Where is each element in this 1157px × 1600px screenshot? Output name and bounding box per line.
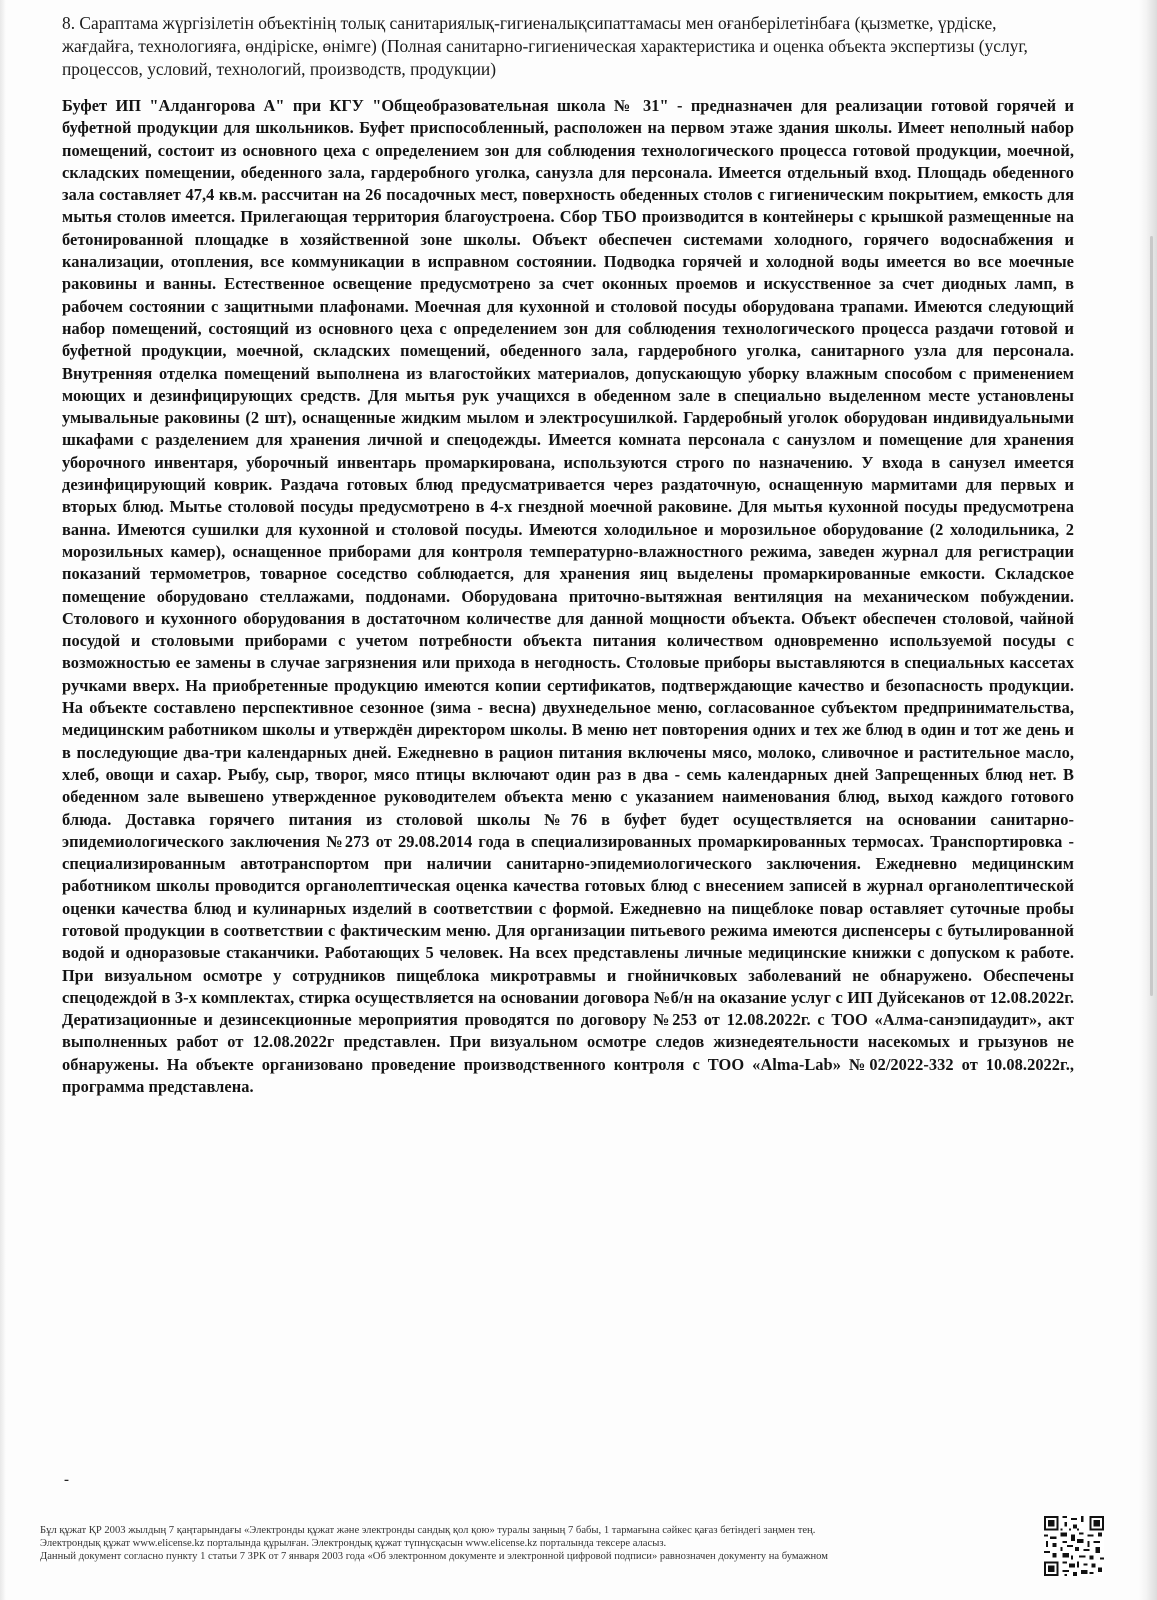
footer-line-kz-1: Бұл құжат ҚР 2003 жылдың 7 қаңтарындағы «Электронды құжат және электронды сандық қол қою» туралы заңның 7 бабы, 1 тармағына сәйкес қағаз бетіндегі заңмен тең. xyxy=(40,1525,816,1536)
trailing-dash: - xyxy=(64,1472,69,1488)
section-header: 8. Сараптама жүргізілетін объектінің толық санитариялық-гигиеналықсипаттамасы мен оғанберілетінбаға (қызметке, үрдіске, жағдайға, технологияға, өндіріске, өнімге) (Полная санитарно-гигиеническая характеристика и оценка объекта экспертизы (услуг, процессов, условий, технологий, производств, продукции) xyxy=(62,13,1028,79)
body-paragraph: Буфет ИП "Алдангорова А" при КГУ "Общеобразовательная школа № 31" - предназначен для реализации готовой горячей и буфетной продукции для школьников. Буфет приспособленный, расположен на первом этаже здания школы. Имеет неполный набор помещений, состоит из основного цеха с определением зон для соблюдения технологического процесса готовой продукции, моечной, складских помещении, обеденного зала, гардеробного уголка, санузла для персонала. Имеется отдельный вход. Площадь обеденного зала составляет 47,4 кв.м. рассчитан на 26 посадочных мест, поверхность обеденных столов с гигиеническим покрытием, емкость для мытья столов имеется. Прилегающая территория благоустроена. Сбор ТБО производится в контейнеры с крышкой размещенные на бетонированной площадке в хозяйственной зоне школы. Объект обеспечен системами холодного, горячего водоснабжения и канализации, отопления, все коммуникации в исправном состоянии. Подводка горячей и холодной воды имеется во все моечные раковины и ванны. Естественное освещение предусмотрено за счет оконных проемов и искусственное за счет диодных ламп, в рабочем состоянии с защитными плафонами. Моечная для кухонной и столовой посуды оборудована трапами. Имеются следующий набор помещений, состоящий из основного цеха с определением зон для соблюдения технологического процесса раздачи готовой и буфетной продукции, моечной, складских помещений, обеденного зала, гардеробного уголка, санитарного узла для персонала. Внутренняя отделка помещений выполнена из влагостойких материалов, допускающую уборку влажным способом с применением моющих и дезинфицирующих средств. Для мытья рук учащихся в обеденном зале в специально выделенном месте установлены умывальные раковины (2 шт), оснащенные жидким мылом и электросушилкой. Гардеробный уголок оборудован индивидуальными шкафами с разделением для хранения личной и спецодежды. Имеется комната персонала с санузлом и помещение для хранения уборочного инвентаря, уборочный инвентарь промаркирована, используются строго по назначению. У входа в санузел имеется дезинфицирующий коврик. Раздача готовых блюд предусматривается через раздаточную, оснащенную мармитами для первых и вторых блюд. Мытье столовой посуды предусмотрено в 4-х гнездной моечной раковине. Для мытья кухонной посуды предусмотрена ванна. Имеются сушилки для кухонной и столовой посуды. Имеются холодильное и морозильное оборудование (2 холодильника, 2 морозильных камер), оснащенное приборами для контроля температурно-влажностного режима, заведен журнал для регистрации показаний термометров, товарное соседство соблюдается, для хранения яиц выделены промаркированные емкости. Складское помещение оборудовано стеллажами, поддонами. Оборудована приточно-вытяжная вентиляция на механическом побуждении. Столового и кухонного оборудования в достаточном количестве для данной мощности объекта. Объект обеспечен столовой, чайной посудой и столовыми приборами с учетом потребности объекта питания количеством одновременно используемой посуды с возможностью ее замены в случае загрязнения или прихода в негодность. Столовые приборы выставляются в специальных кассетах ручками вверх. На приобретенные продукцию имеются копии сертификатов, подтверждающие качество и безопасность продукции. На объекте составлено перспективное сезонное (зима - весна) двухнедельное меню, согласованное субъектом предпринимательства, медицинским работником школы и утверждён директором школы. В меню нет повторения одних и тех же блюд в один и тот же день и в последующие два-три календарных дней. Ежедневно в рацион питания включены мясо, молоко, сливочное и растительное масло, хлеб, овощи и сахар. Рыбу, сыр, творог, мясо птицы включают один раз в два - семь календарных дней Запрещенных блюд нет. В обеденном зале вывешено утвержденное руководителем объекта меню с указанием наименования блюд, выход каждого готового блюда. Доставка горячего питания из столовой школы №76 в буфет будет осуществляется на основании санитарно-эпидемиологического заключения №273 от 29.08.2014 года в специализированных промаркированных термосах. Транспортировка - специализированным автотранспортом при наличии санитарно-эпидемиологического заключения. Ежедневно медицинским работником школы проводится органолептическая оценка качества готовых блюд с внесением записей в журнал органолептической оценки качества блюд и кулинарных изделий в соответствии с формой. Ежедневно на пищеблоке повар оставляет суточные пробы готовой продукции в соответствии с фактическим меню. Для организации питьевого режима имеются диспенсеры с бутылированной водой и одноразовые стаканчики. Работающих 5 человек. На всех представлены личные медицинские книжки с допуском к работе. При визуальном осмотре у сотрудников пищеблока микротравмы и гнойничковых заболеваний не обнаружено. Обеспечены спецодеждой в 3-х комплектах, стирка осуществляется на основании договора №б/н на оказание услуг с ИП Дуйсеканов от 12.08.2022г. Дератизационные и дезинсекционные мероприятия проводятся по договору №253 от 12.08.2022г. с ТОО «Алма-санэпидаудит», акт выполненных работ от 12.08.2022г представлен. При визуальном осмотре следов жизнедеятельности насекомых и грызунов не обнаружены. На объекте организовано проведение производственного контроля с ТОО «Alma-Lab» №02/2022-332 от 10.08.2022г., программа представлена. xyxy=(62,96,1074,1097)
scan-edge-right xyxy=(1139,0,1157,1600)
scan-edge-left xyxy=(0,0,6,1600)
footer-legal-notice xyxy=(40,1524,1030,1563)
scroll-indicator[interactable] xyxy=(1150,236,1153,996)
footer-line-ru: Данный документ согласно пункту 1 статьи 7 ЗРК от 7 января 2003 года «Об электронном документе и электронной цифровой подписи» равнозначен документу на бумажном xyxy=(40,1551,828,1562)
qr-code-icon xyxy=(1044,1516,1104,1576)
footer-line-kz-2: Электрондық құжат www.elicense.kz порталында құрылған. Электрондық құжат түпнұсқасын www.elicense.kz порталында тексере аласыз. xyxy=(40,1538,667,1549)
